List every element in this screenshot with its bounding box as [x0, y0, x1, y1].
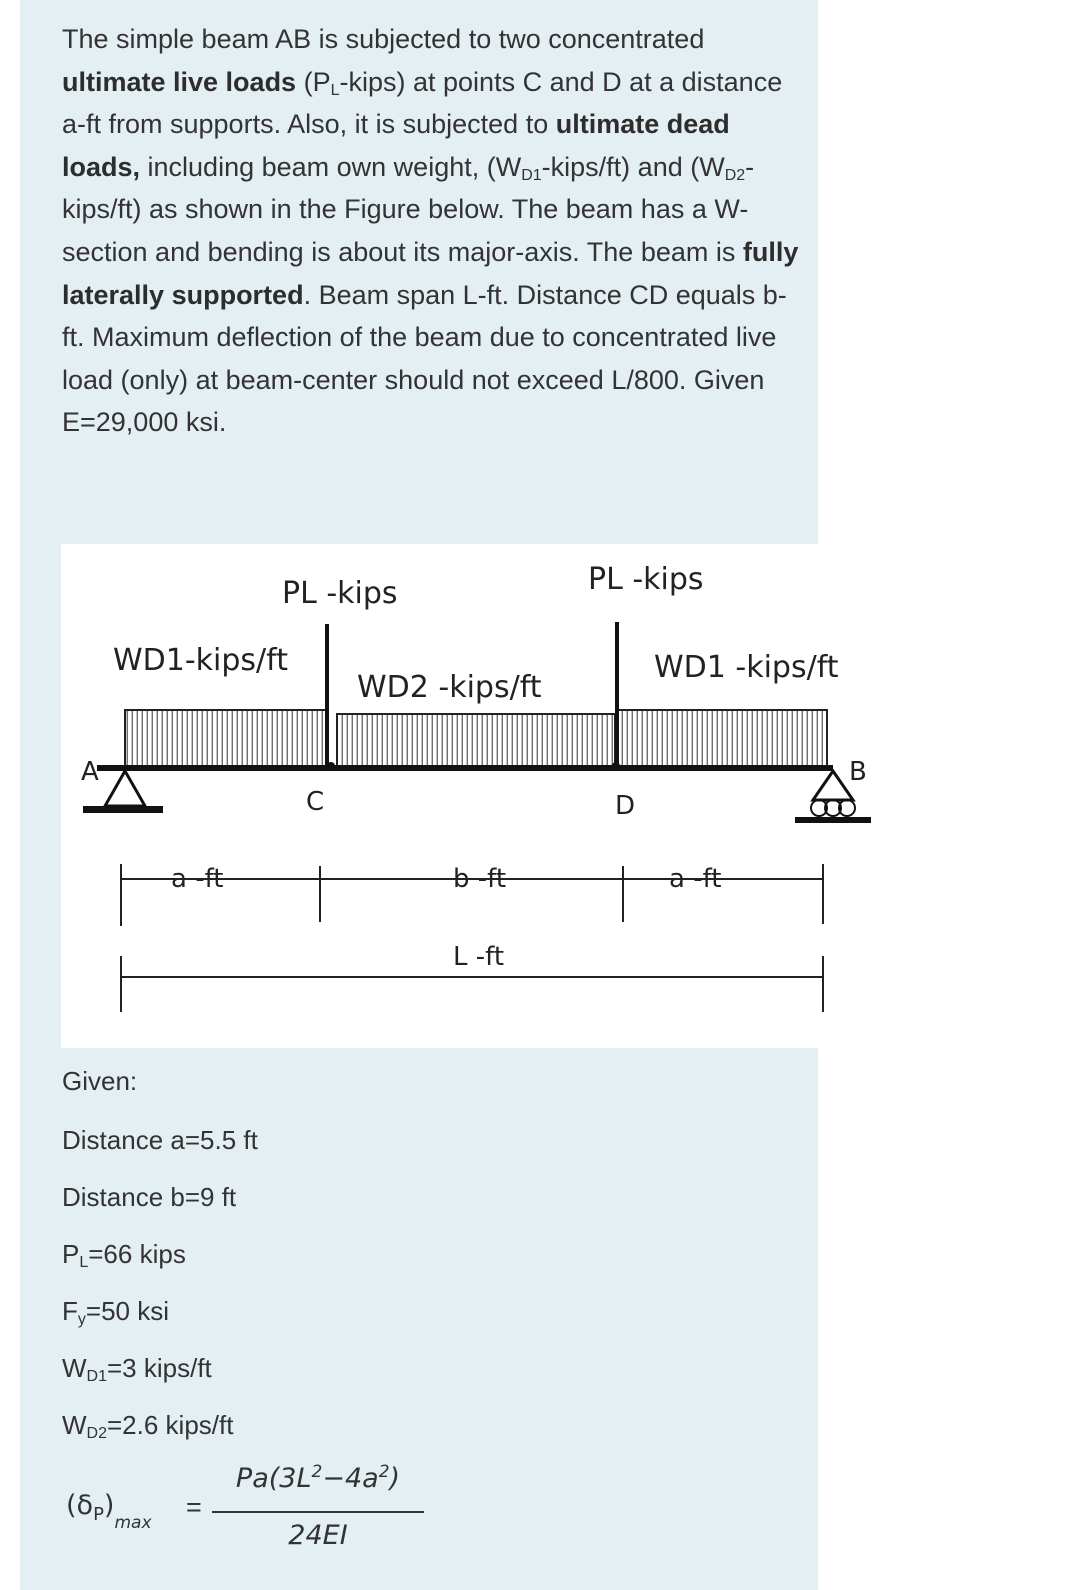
- given-item-distance-b: Distance b=9 ft: [62, 1182, 237, 1212]
- label-point-d: D: [615, 791, 636, 821]
- ground-a: [83, 806, 163, 813]
- label-wd1-right: WD1 -kips/ft: [654, 650, 839, 685]
- pin-support-a: [105, 771, 145, 806]
- problem-emphasis: ultimate dead loads,: [62, 109, 730, 182]
- label-point-c: C: [306, 787, 325, 817]
- given-item-distance-a: Distance a=5.5 ft: [62, 1125, 258, 1155]
- deflection-formula: [62, 1462, 442, 1572]
- problem-emphasis: fully laterally supported: [62, 236, 799, 310]
- roller-support-b: [813, 771, 853, 800]
- problem-text: -kips/ft) as shown in the Figure below. The beam has a W-section and bending is about its major-axis. The beam is: [62, 151, 755, 267]
- subscript: L: [330, 81, 340, 99]
- formula-denominator: 24EI: [288, 1520, 348, 1551]
- label-dim-a-right: a -ft: [669, 864, 722, 894]
- formula-equals: =: [186, 1492, 202, 1522]
- point-c-marker: [327, 762, 335, 770]
- problem-text: -kips) at points C and D at a distance a-ft from supports. Also, it is subjected to: [62, 66, 783, 140]
- given-list: [62, 1122, 258, 1464]
- label-pl-right: PL -kips: [588, 562, 704, 597]
- fraction-bar: [212, 1511, 424, 1513]
- problem-statement: [62, 18, 802, 444]
- point-d-marker: [612, 762, 620, 770]
- problem-text: -kips/ft) and (W: [541, 151, 725, 182]
- beam-figure: [61, 544, 1018, 1048]
- label-point-b: B: [849, 757, 867, 787]
- problem-text: The simple beam AB is subjected to two concentrated: [62, 24, 705, 54]
- formula-lhs: $(\delta_P)_{max}$: [66, 1490, 152, 1533]
- given-item-pl: $P_L=66$ kips: [62, 1239, 186, 1271]
- label-wd2-middle: WD2 -kips/ft: [357, 670, 542, 705]
- given-item-wd1: $W_{D1}=3$ kips/ft: [62, 1353, 212, 1385]
- subscript: D2: [724, 166, 746, 184]
- problem-text: including beam own weight, (W: [140, 151, 522, 182]
- given-item-fy: $F_y=50$ ksi: [62, 1296, 169, 1328]
- given-heading: Given:: [62, 1066, 138, 1096]
- label-dim-l: L -ft: [453, 942, 505, 972]
- label-wd1-left: WD1-kips/ft: [113, 643, 288, 678]
- formula-numerator: $Pa(3L^2-4a^2)$: [235, 1462, 401, 1494]
- label-dim-a-left: a -ft: [171, 864, 224, 894]
- beam-diagram: [61, 544, 1018, 1048]
- udl-wd1-right: [617, 710, 827, 766]
- label-point-a: A: [81, 757, 99, 787]
- label-dim-b: b -ft: [453, 864, 507, 894]
- problem-emphasis: ultimate live loads: [62, 66, 297, 97]
- given-item-wd2: $W_{D2}=2.6$ kips/ft: [62, 1410, 234, 1442]
- problem-text: (P: [296, 66, 331, 97]
- udl-wd1-left: [125, 710, 327, 766]
- udl-wd2-middle: [337, 714, 615, 766]
- label-pl-left: PL -kips: [282, 576, 398, 611]
- ground-b: [795, 817, 871, 823]
- problem-text: . Beam span L-ft. Distance CD equals b-ft. Maximum deflection of the beam due to concentrated live load (only) at beam-center should not exceed L/800. Given E=29,000 ksi.: [62, 279, 787, 438]
- subscript: D1: [521, 166, 542, 184]
